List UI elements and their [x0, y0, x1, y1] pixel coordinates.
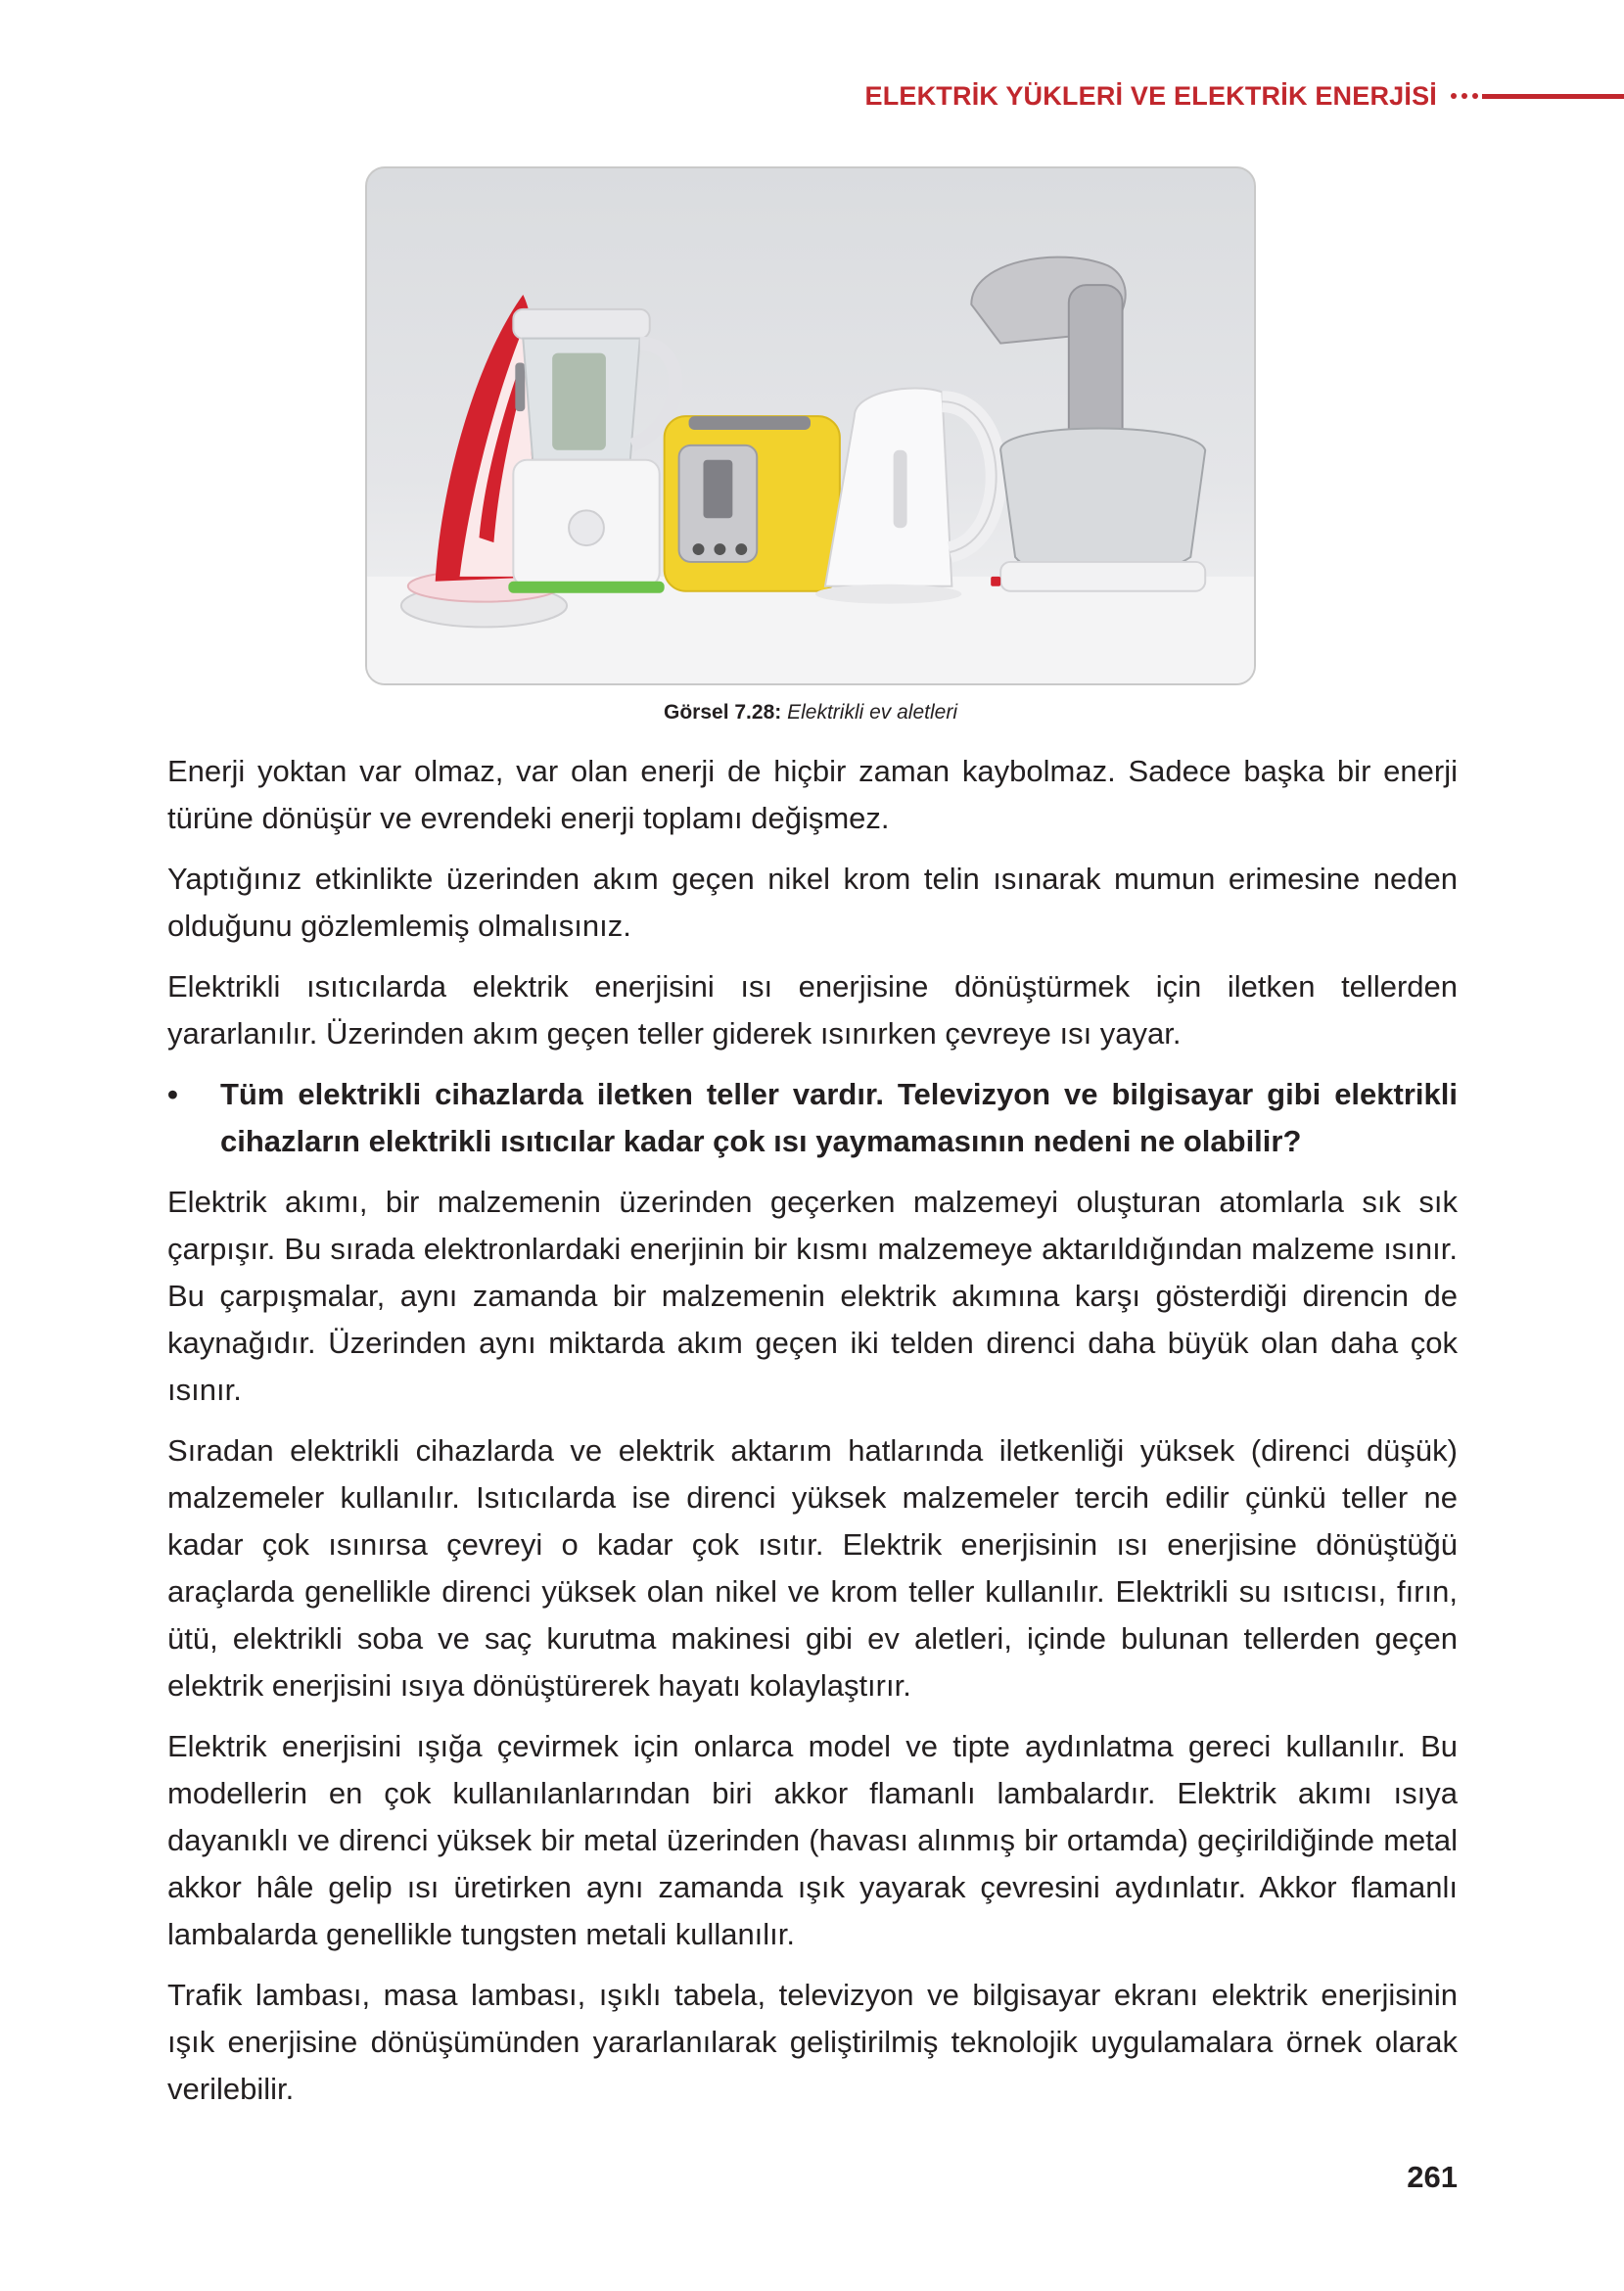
paragraph: Sıradan elektrikli cihazlarda ve elektrik aktarım hatlarında iletkenliği yüksek (direnci düşük) malzemeler kullanılır. Isıtıcılarda ise direnci yüksek malzemeler tercih edilir çünkü teller ne kadar çok ısınırsa çevreyi o kadar çok ısıtır. Elektrik enerjisinin ısı enerjisine dönüştüğü araçlarda genellikle direnci yüksek olan nikel ve krom teller kullanılır. Elektrikli su ısıtıcısı, fırın, ütü, elektrikli soba ve saç kurutma makinesi gibi ev aletleri, içinde bulunan tellerden geçen elektrik enerjisini ısıya dönüştürerek hayatı kolaylaştırır.: [167, 1433, 1458, 1703]
paragraph: Elektrikli ısıtıcılarda elektrik enerjisini ısı enerjisine dönüştürmek için iletken tellerden yararlanılır. Üzerinden akım geçen teller giderek ısınırken çevreye ısı yayar.: [167, 969, 1458, 1051]
bullet-text: Tüm elektrikli cihazlarda iletken teller vardır. Televizyon ve bilgisayar gibi elektrikli cihazların elektrikli ısıtıcılar kadar çok ısı yaymamasının nedeni ne olabilir?: [220, 1077, 1458, 1158]
caption-text: Elektrikli ev aletleri: [787, 701, 957, 724]
caption-label: Görsel 7.28:: [664, 701, 782, 724]
bullet-symbol: •: [167, 1077, 178, 1111]
page-number: 261: [1407, 2160, 1458, 2194]
appliances-photo: [365, 166, 1256, 685]
toaster-icon: [665, 416, 840, 591]
body-text: [167, 748, 1458, 2127]
header-dots: [1451, 93, 1478, 99]
running-header: [865, 76, 1624, 116]
chapter-title: ELEKTRİK YÜKLERİ VE ELEKTRİK ENERJİSİ: [864, 80, 1437, 111]
header-rule: [1482, 94, 1624, 99]
mixer-icon: [971, 257, 1205, 591]
paragraph: Yaptığınız etkinlikte üzerinden akım geçen nikel krom telin ısınarak mumun erimesine neden olduğunu gözlemlemiş olmalısınız.: [167, 862, 1458, 943]
paragraph: Elektrik enerjisini ışığa çevirmek için onlarca model ve tipte aydınlatma gereci kullanılır. Bu modellerin en çok kullanılanlarından biri akkor flamanlı lambalardır. Elektrik akımı ısıya dayanıklı ve direnci yüksek bir metal üzerinden (havası alınmış bir ortamda) geçirildiğinde metal akkor hâle gelip ısı üretirken aynı zamanda ışık yayarak çevresini aydınlatır. Akkor flamanlı lambalarda genellikle tungsten metali kullanılır.: [167, 1729, 1458, 1951]
paragraph: Enerji yoktan var olmaz, var olan enerji de hiçbir zaman kaybolmaz. Sadece başka bir enerji türüne dönüşür ve evrendeki enerji toplamı değişmez.: [167, 754, 1458, 835]
appliances-illustration: [367, 168, 1254, 683]
figure-caption: [365, 701, 1256, 725]
blender-icon: [508, 309, 675, 593]
paragraph: Elektrik akımı, bir malzemenin üzerinden geçerken malzemeyi oluşturan atomlarla sık sık çarpışır. Bu sırada elektronlardaki enerjinin bir kısmı malzemeye aktarıldığından malzeme ısınır. Bu çarpışmalar, aynı zamanda bir malzemenin elektrik akımına karşı gösterdiği direncin de kaynağıdır. Üzerinden aynı miktarda akım geçen iki telden direnci daha büyük olan daha çok ısınır.: [167, 1185, 1458, 1407]
kettle-icon: [815, 388, 997, 603]
question-bullet: [167, 1071, 1458, 1165]
paragraph: Trafik lambası, masa lambası, ışıklı tabela, televizyon ve bilgisayar ekranı elektrik enerjisinin ışık enerjisine dönüşümünden yararlanılarak geliştirilmiş teknolojik uygulamalara örnek olarak verilebilir.: [167, 1978, 1458, 2106]
